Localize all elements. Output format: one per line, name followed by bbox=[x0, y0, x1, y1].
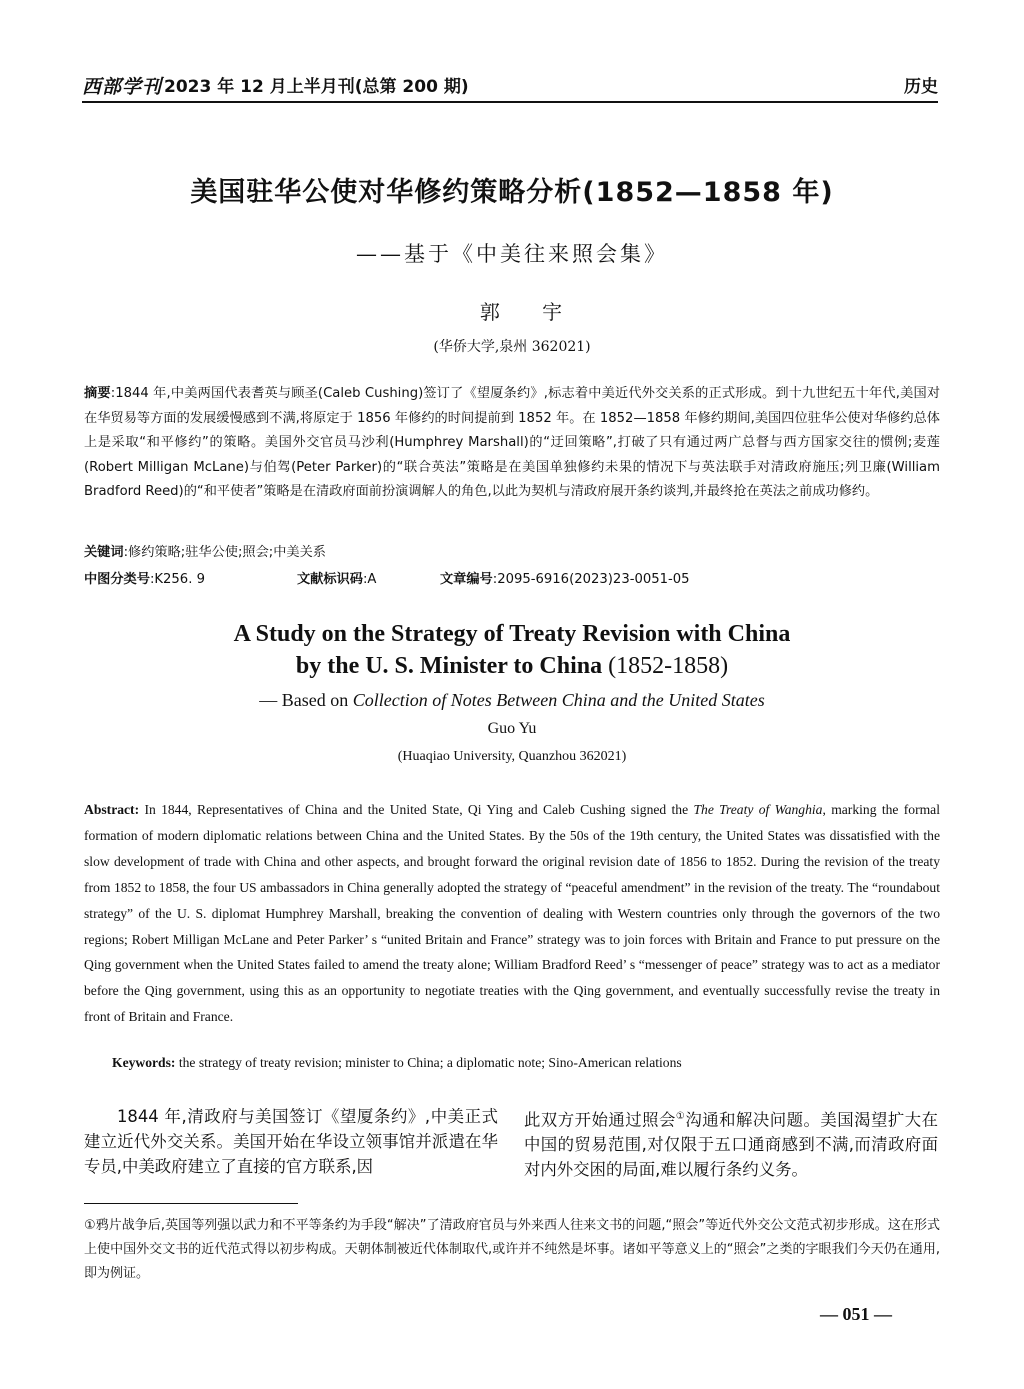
english-title-line-2-text: by the U. S. Minister to China bbox=[295, 653, 609, 679]
english-keywords-text: the strategy of treaty revision; minister to China; a diplomatic note; Sino-American relations bbox=[175, 1055, 682, 1070]
article-number bbox=[440, 568, 690, 587]
chinese-title: 美国驻华公使对华修约策略分析(1852—1858 年) bbox=[190, 177, 834, 208]
article-number-label: 文章编号 bbox=[440, 572, 493, 587]
body-column-left bbox=[84, 1104, 498, 1179]
clc-label: 中图分类号 bbox=[84, 572, 150, 587]
clc-number bbox=[84, 568, 205, 587]
chinese-subtitle: ——基于《中美往来照会集》 bbox=[356, 242, 668, 266]
header-rule bbox=[82, 101, 938, 103]
document-code-label: 文献标识码 bbox=[297, 572, 363, 587]
english-abstract-label: Abstract: bbox=[84, 802, 140, 817]
english-subtitle bbox=[0, 690, 1024, 711]
document-code bbox=[297, 568, 376, 587]
article-number-value: :2095-6916(2023)23-0051-05 bbox=[492, 572, 690, 587]
body-column-right bbox=[524, 1104, 938, 1182]
journal-logo: 西部学刊 bbox=[82, 76, 163, 98]
chinese-keywords-text: :修约策略;驻华公使;照会;中美关系 bbox=[123, 545, 326, 560]
chinese-author: 郭 宇 bbox=[479, 300, 581, 324]
english-author: Guo Yu bbox=[487, 720, 537, 737]
document-code-value: :A bbox=[362, 572, 377, 587]
footnote: ①鸦片战争后,英国等列强以武力和不平等条约为手段“解决”了清政府官员与外来西人往来文书的问题,“照会”等近代外交公文范式初步形成。这在形式上使中国外交文书的近代范式得以初步构成。天朝体制被近代体制取代,或许并不纯然是坏事。诸如平等意义上的“照会”之类的字眼我们今天仍在通用,即为例证。 bbox=[84, 1218, 940, 1281]
footnote-marker[interactable]: ① bbox=[675, 1111, 686, 1122]
english-abstract-italic: The Treaty of Wanghia bbox=[693, 802, 823, 817]
english-abstract-part-1: In 1844, Representatives of China and the United State, Qi Ying and Caleb Cushing signed the bbox=[139, 802, 694, 817]
english-title-line-1: A Study on the Strategy of Treaty Revision with China bbox=[233, 621, 791, 647]
chinese-keywords-label: 关键词 bbox=[84, 545, 124, 560]
chinese-abstract-label: 摘要 bbox=[84, 386, 111, 401]
english-subtitle-prefix: — Based on bbox=[259, 690, 353, 710]
english-abstract-part-2: , marking the formal formation of modern diplomatic relations between China and the United States. By the 50s of the 19th century, the United States was dissatisfied with the slow development of trade with China and other aspects, and brought forward the original revision date of 1856 to 1852. During the revision of the treaty from 1852 to 1858, the four US ambassadors in China generally adopted the strategy of “peaceful amendment” in the revision of the treaty. The “roundabout strategy” of the U. S. diplomat Humphrey Marshall, breaking the convention of dealing with Western countries only through the governors of the two regions; Robert Milligan McLane and Peter Parker’ s “united Britain and France” strategy was to join forces with Britain and France to put pressure on the Qing government when the United States failed to amend the treaty alone; William Bradford Reed’ s “messenger of peace” strategy was to act as a mediator before the Qing government, using this as an opportunity to negotiate treaties with the Qing government, and eventually successfully revise the treaty in front of Britain and France. bbox=[84, 802, 940, 1025]
chinese-abstract bbox=[84, 382, 940, 505]
chinese-keywords bbox=[84, 541, 940, 560]
section-label: 历史 bbox=[904, 77, 938, 97]
clc-value: :K256. 9 bbox=[149, 572, 205, 587]
english-keywords bbox=[112, 1055, 940, 1071]
english-keywords-label: Keywords: bbox=[112, 1055, 176, 1070]
english-subtitle-italic: Collection of Notes Between China and the United States bbox=[352, 690, 765, 710]
journal-issue: 2023 年 12 月上半月刊(总第 200 期) bbox=[164, 77, 469, 97]
chinese-abstract-text: :1844 年,中美两国代表耆英与顾圣(Caleb Cushing)签订了《望厦条约》,标志着中美近代外交关系的正式形成。到十九世纪五十年代,美国对在华贸易等方面的发展缓慢感到不满,将原定于 1856 年修约的时间提前到 1852 年。在 1852—1858 年修约期间,美国四位驻华公使对华修约总体上是采取“和平修约”的策略。美国外交官员马沙利(Humphrey Marshall)的“迂回策略”,打破了只有通过两广总督与西方国家交往的惯例;麦莲(Robert Milligan McLane)与伯驾(Peter Parker)的“联合英法”策略是在美国单独修约未果的情况下与英法联手对清政府施压;列卫廉(William Bradford Reed)的“和平使者”策略是在清政府面前扮演调解人的角色,以此为契机与清政府展开条约谈判,并最终抢在英法之前成功修约。 bbox=[84, 386, 941, 500]
english-abstract bbox=[84, 797, 940, 1030]
english-title-years: (1852-1858) bbox=[608, 653, 729, 679]
body-right-text-2: 沟通和解决问题。美国渴望扩大在中国的贸易范围,对仅限于五口通商感到不满,而清政府面对内外交困的局面,难以履行条约义务。 bbox=[524, 1110, 939, 1180]
body-right-text-1: 此双方开始通过照会 bbox=[524, 1110, 676, 1130]
chinese-affiliation: (华侨大学,泉州 362021) bbox=[433, 339, 591, 355]
body-left-text: 1844 年,清政府与美国签订《望厦条约》,中美正式建立近代外交关系。美国开始在华设立领事馆并派遣在华专员,中美政府建立了直接的官方联系,因 bbox=[84, 1107, 498, 1176]
english-affiliation: (Huaqiao University, Quanzhou 362021) bbox=[397, 749, 627, 764]
page-number: — 051 — bbox=[820, 1304, 892, 1324]
footnote-rule bbox=[84, 1203, 298, 1204]
english-title-line-2 bbox=[0, 653, 1024, 680]
running-header bbox=[82, 70, 938, 102]
